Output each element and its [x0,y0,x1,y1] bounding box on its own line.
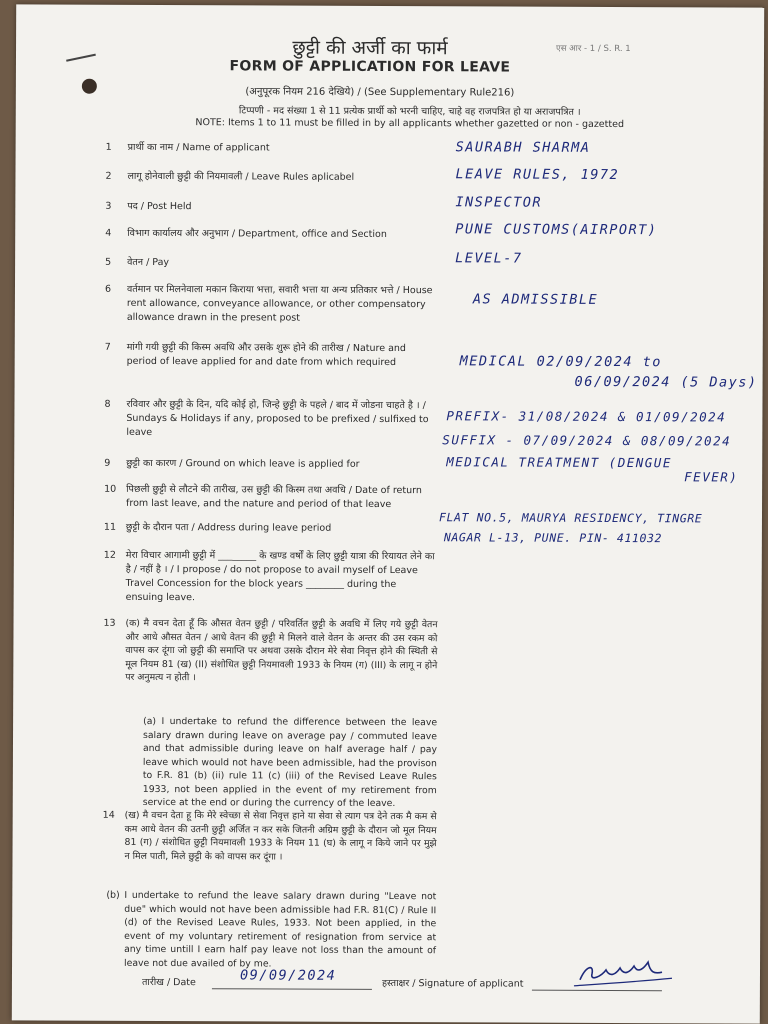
item-number: 1 [105,141,112,153]
item-label: मेरा विचार आगामी छुट्टी में ________ के खण्ड वर्षों के लिए छुट्टी यात्रा की रियायत लेने का है / नहीं है । / I propose / do not propose to avail myself of Leave Travel Concession for the block years ________ during the ensuing leave. [125,549,435,604]
item-number: 9 [104,457,111,469]
answer-leave-nature-line2: 06/09/2024 (5 Days) [574,373,758,391]
answer-prefix: PREFIX- 31/08/2024 & 01/09/2024 [446,408,727,425]
form-code: एस आर - 1 / S. R. 1 [556,43,631,55]
subtitle: (अनुपूरक नियम 216 देखिये) / (See Supplementary Rule216) [245,86,515,99]
answer-address-line2: NAGAR L-13, PUNE. PIN- 411032 [443,530,663,546]
item-label: प्रार्थी का नाम / Name of applicant [127,141,270,154]
item-number: 12 [103,549,116,561]
item-label: रविवार और छुट्टी के दिन, यदि कोई हो, जिन्हे छुट्टी के पहले / बाद में जोडना चाहते है । / Sundays & Holidays if any, proposed to be prefixed / sulfixed to leave [126,398,429,438]
answer-post: INSPECTOR [455,194,543,211]
date-label: तारीख / Date [141,976,196,989]
item-number: 6 [104,283,112,295]
note-hindi: टिप्पणी - मद संख्या 1 से 11 प्रत्येक प्रार्थी को भरनी चाहिए, चाहे वह राजपत्रित हो या अराजपत्रित । [238,105,581,118]
para-13-english: (a) I undertake to refund the difference between the leave salary drawn during leave on average pay / commuted leave and that admissible during leave on half average half / pay leave which would not have been admissible, had the provison to F.R. 81 (b) (ii) rule 11 (c) (iii) of the Revised Leave Rules 1933, not been applied in the event of my retirement from service at the end or during the currency of the leave. [142,715,438,810]
item-number: 7 [104,341,111,353]
item-label: वेतन / Pay [127,256,170,269]
answer-leave-rules: LEAVE RULES, 1972 [455,166,620,184]
leave-form-paper [12,4,764,1023]
answer-pay: LEVEL-7 [455,250,523,267]
item-label: पद / Post Held [127,200,192,213]
title-english: FORM OF APPLICATION FOR LEAVE [229,58,511,76]
answer-ground-line2: FEVER) [684,469,739,485]
answer-address: FLAT NO.5, MAURYA RESIDENCY, TINGRE [438,510,703,526]
para-13-hindi: (क) मै वचन देता हूँ कि औसत वेतन छुट्टी / परिवर्तित छुट्टी के अवधि में लिए गये छुट्टी वेतन और आधे औसत वेतन / आधे वेतन की छुट्टी मे मिलने वाले वेतन के अन्तर की उस रकम को वापस कर दूंगा जो छुट्टी की समाप्ति पर अथवा उसके दौरान मेरे सेवा निवृत्त होने की स्थिती से मूल नियम 81 (ख) (II) संशोधित छुट्टी नियमावली 1933 के नियम (ग) (III) के लागू न होने पर अनुमत्य न होती । [125,617,438,684]
signature-label: हस्ताक्षर / Signature of applicant [381,977,524,990]
answer-suffix: SUFFIX - 07/09/2024 & 08/09/2024 [442,432,732,449]
b-label: (b) [106,889,120,901]
signature-image [572,952,682,992]
item-label: वर्तमान पर मिलनेवाला मकान किराया भत्ता, सवारी भत्ता या अन्य प्रतिकार भत्ते / House rent allowance, conveyance allowance, or other compensatory allowance drawn in the present post [126,283,433,324]
title-hindi: छुट्टी की अर्जी का फार्म [292,36,448,60]
item-label: छुट्टी के दौरान पता / Address during leave period [125,521,332,534]
item-number: 5 [105,256,112,268]
item-number: 2 [105,170,112,182]
item-number: 4 [105,227,112,239]
item-label: मांगी गयी छुट्टी की किस्म अवधि और उसके शुरू होने की तारीख / Nature and period of leave applied for and date from which required [126,341,406,369]
date-line [212,988,372,990]
item-label: पिछली छुट्टी से लौटने की तारीख, उस छुट्टी की किस्म तथा अवधि / Date of return from last leave, and the nature and period of that leave [126,483,422,511]
answer-ground: MEDICAL TREATMENT (DENGUE [446,454,672,471]
answer-department: PUNE CUSTOMS(AIRPORT) [455,221,658,239]
item-number: 14 [102,809,115,821]
answer-leave-nature: MEDICAL 02/09/2024 to [459,353,662,371]
item-label: लागू होनेवाली छुट्टी की नियमावली / Leave Rules aplicabel [127,170,355,183]
item-label: छुट्टी का कारण / Ground on which leave is applied for [126,457,360,470]
item-number: 13 [103,617,116,629]
note-english: NOTE: Items 1 to 11 must be filled in by all applicants whether gazetted or non - gazetted [195,117,625,131]
item-number: 8 [104,398,111,410]
para-14-b-label [106,889,120,903]
item-label: विभाग कार्यालय और अनुभाग / Department, office and Section [127,227,387,240]
answer-allowance: AS ADMISSIBLE [472,291,599,308]
item-number: 11 [103,521,117,533]
para-14-hindi: (ख) मै वचन देता हू कि मेरे स्वेच्छा से सेवा निवृत्त हाने या सेवा से त्याग पत्र देने तक मै कम से कम आधे वेतन की उतनी छुट्टी अर्जित न कर सके जितनी अग्रिम छुट्टी के दौरान जो मूल नियम 81 (ग) / संशोधित छुट्टी नियमावली 1933 के नियम 11 (घ) के लागू न किये जाने पर मुझे न मिल पाती, मिले छुट्टी के को वापस कर दूंगा । [124,809,437,863]
date-value: 09/09/2024 [239,967,337,984]
para-14-english: I undertake to refund the leave salary drawn during "Leave not due" which would not have been admissible had F.R. 81(C) / Rule II (d) of the Revised Leave Rules, 1933. Not been applied, in the event of my voluntary retirement of resignation from service at any time untill I earn half pay leave not loss than the amount of leave not due availed of by me. [124,889,437,969]
item-number: 3 [105,200,112,212]
item-number: 10 [104,483,117,495]
answer-name: SAURABH SHARMA [455,139,591,156]
